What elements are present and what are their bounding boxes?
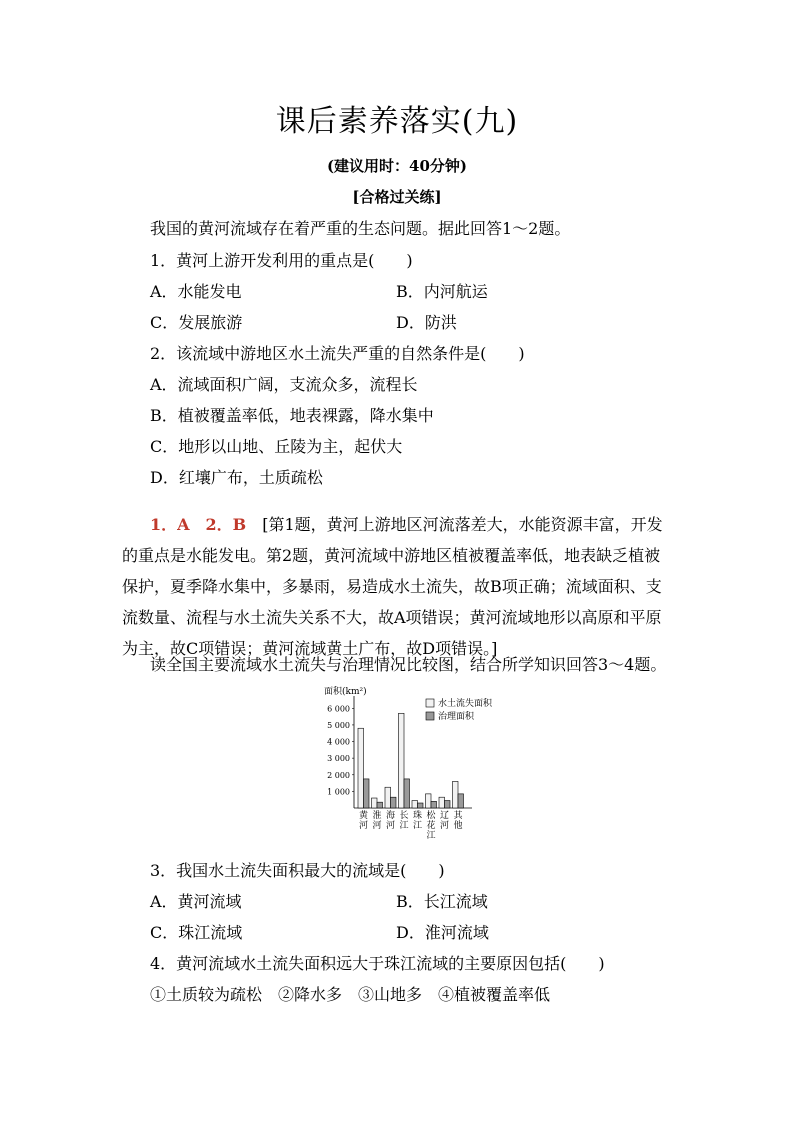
q2-option-d: D．红壤广布，土质疏松 (150, 468, 323, 487)
time-suggestion: (建议用时：40分钟) (326, 157, 468, 175)
legend-swatch (426, 712, 434, 720)
q1-option-c: C．发展旅游 (150, 313, 243, 332)
x-category-char: 珠 (412, 811, 423, 821)
bar-erosion (358, 728, 364, 808)
legend-swatch (426, 699, 434, 707)
answer-explanation-1-2: [第1题，黄河上游地区河流落差大，水能资源丰富，开发的重点是水能发电。第2题，黄河流域中游地区植被覆盖率低，地表缺乏植被保护，夏季降水集中，多暴雨，易造成水土流失，故B项正确；流域面积、支流数量、流程与水土流失关系不大，故A项错误；黄河流域地形以高原和平原为主，故C项错误；黄河流域黄土广布，故D项错误。] (122, 515, 663, 658)
x-category-char: 花 (426, 821, 436, 831)
x-category-char: 其 (453, 811, 463, 821)
y-tick-label: 4 000 (327, 737, 350, 747)
bar-erosion (453, 781, 459, 808)
bar-treated (431, 801, 437, 808)
q4-stem: 4．黄河流域水土流失面积远大于珠江流域的主要原因包括( ) (150, 954, 605, 973)
q2-stem: 2．该流域中游地区水土流失严重的自然条件是( ) (150, 344, 525, 363)
x-category-char: 松 (426, 811, 436, 821)
q2-option-c: C．地形以山地、丘陵为主，起伏大 (150, 437, 403, 456)
page-title: 课后素养落实(九) (275, 104, 519, 139)
intro-3-4: 读全国主要流域水土流失与治理情况比较图，结合所学知识回答3～4题。 (150, 655, 667, 674)
bar-erosion (412, 801, 418, 808)
q1-option-d: D．防洪 (396, 313, 457, 332)
bar-treated (377, 802, 383, 808)
q3-option-d: D．淮河流域 (396, 923, 489, 942)
q3-option-b: B．长江流域 (396, 892, 488, 911)
x-category-char: 河 (439, 821, 450, 831)
x-category-char: 江 (426, 831, 436, 841)
x-category-char: 河 (385, 821, 396, 831)
bar-treated (404, 779, 410, 808)
legend-label: 治理面积 (438, 712, 475, 722)
y-tick-label: 1 000 (327, 787, 350, 797)
soil-erosion-chart (318, 684, 518, 844)
y-tick-label: 6 000 (327, 704, 350, 714)
q3-option-a: A．黄河流域 (150, 892, 242, 911)
bar-erosion (439, 797, 445, 808)
x-category-char: 河 (372, 821, 382, 831)
intro-1-2: 我国的黄河流域存在着严重的生态问题。据此回答1～2题。 (150, 219, 571, 238)
bar-erosion (399, 713, 405, 808)
bar-erosion (385, 787, 391, 808)
bar-erosion (372, 798, 378, 808)
bar-treated (391, 797, 397, 808)
answer-key-1-2: 1．A 2．B (150, 515, 247, 534)
bar-erosion (426, 794, 432, 808)
section-heading: [合格过关练] (352, 188, 442, 206)
q1-stem: 1．黄河上游开发利用的重点是( ) (150, 251, 413, 270)
x-category-char: 长 (399, 811, 409, 821)
bar-treated (445, 801, 451, 808)
q2-option-b: B．植被覆盖率低，地表裸露，降水集中 (150, 406, 434, 425)
x-category-char: 黄 (358, 811, 369, 821)
chart-ylabel: 面积(km²) (324, 687, 367, 697)
x-category-char: 江 (412, 821, 423, 831)
y-tick-label: 5 000 (327, 720, 350, 730)
q2-option-a: A．流域面积广阔，支流众多，流程长 (150, 375, 418, 394)
x-category-char: 海 (385, 811, 396, 821)
y-tick-label: 3 000 (327, 754, 350, 764)
x-category-char: 河 (358, 821, 369, 831)
legend-label: 水土流失面积 (438, 699, 493, 709)
bar-treated (418, 803, 424, 808)
x-category-char: 他 (453, 821, 463, 831)
q1-option-a: A．水能发电 (150, 282, 242, 301)
x-category-char: 淮 (372, 811, 382, 821)
bar-treated (458, 794, 464, 808)
x-category-char: 江 (399, 821, 409, 831)
q1-option-b: B．内河航运 (396, 282, 488, 301)
y-tick-label: 2 000 (327, 770, 350, 780)
x-category-char: 辽 (439, 811, 450, 821)
bar-treated (364, 779, 370, 808)
q4-options: ①土质较为疏松 ②降水多 ③山地多 ④植被覆盖率低 (150, 985, 551, 1004)
q3-option-c: C．珠江流域 (150, 923, 243, 942)
q3-stem: 3．我国水土流失面积最大的流域是( ) (150, 861, 445, 880)
